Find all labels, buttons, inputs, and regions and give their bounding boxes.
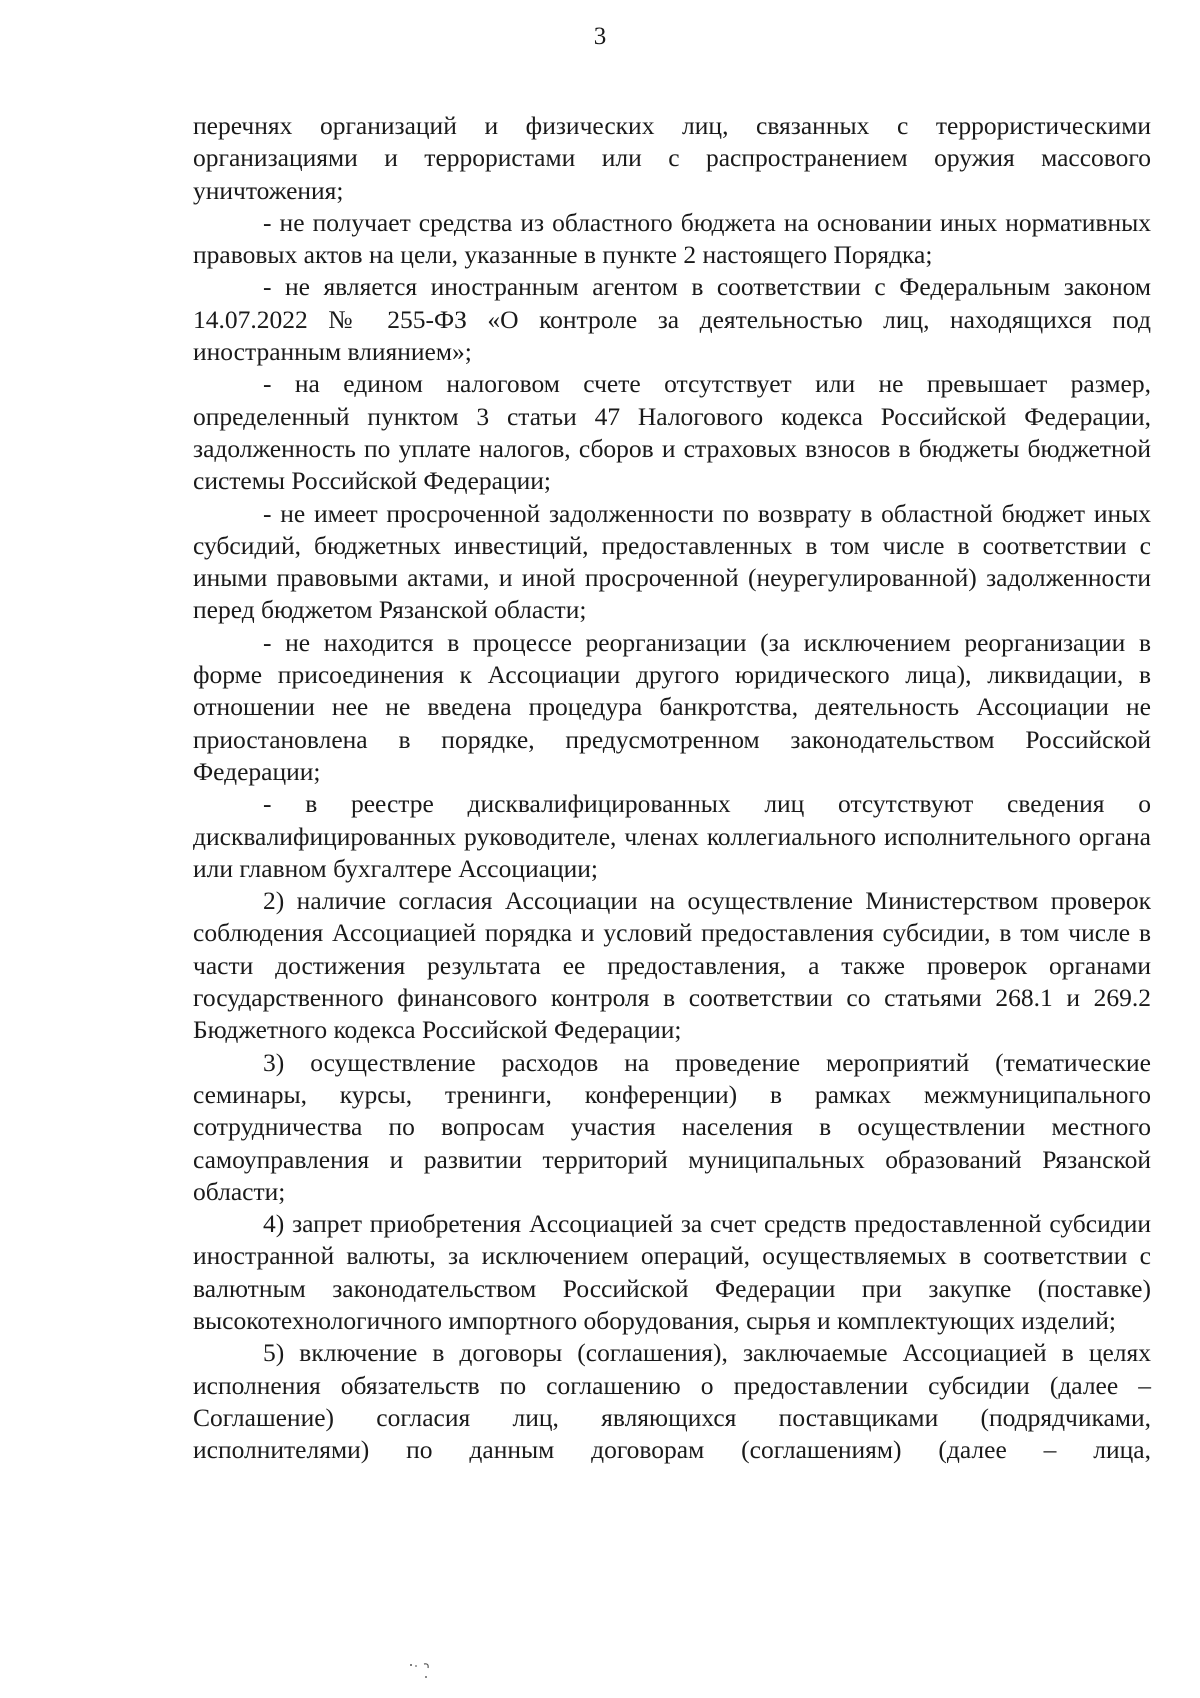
paragraph-no-reorganization: - не находится в процессе реорганизации (за исключением реорганизации в форме присоединения к Ассоциации другого юридического лица), ликвидации, в отношении нее не введена процедура банкротства, деятельность Ассоциации не приостановлена в порядке, предусмотренном законодательством Российской Федерации; (193, 627, 1151, 786)
paragraph-item-3-expenses: 3) осуществление расходов на проведение мероприятий (тематические семинары, курсы, тренинги, конференции) в рамках межмуниципального сотрудничества по вопросам участия населения в осуществлении местного самоуправления и развитии территорий муниципальных образований Рязанской области; (193, 1047, 1151, 1206)
paragraph-tax-debt: - на едином налоговом счете отсутствует или не превышает размер, определенный пунктом 3 статьи 47 Налогового кодекса Российской Федерации, задолженность по уплате налогов, сборов и страховых взносов в бюджеты бюджетной системы Российской Федерации; (193, 369, 1151, 496)
paragraph-no-overdue-debt: - не имеет просроченной задолженности по возврату в областной бюджет иных субсидий, бюджетных инвестиций, предоставленных в том числе в соответствии с иными правовыми актами, и иной просроченной (неурегулированной) задолженности перед бюджетом Рязанской области; (193, 498, 1151, 625)
document-body (193, 110, 1151, 1466)
paragraph-item-5-contracts: 5) включение в договоры (соглашения), заключаемые Ассоциацией в целях исполнения обязательств по соглашению о предоставлении субсидии (далее – Соглашение) согласия лиц, являющихся поставщиками (подрядчиками, исполнителями) по данным договорам (соглашениям) (далее – лица, (193, 1338, 1151, 1465)
paragraph-item-4-currency-ban: 4) запрет приобретения Ассоциацией за счет средств предоставленной субсидии иностранной валюты, за исключением операций, осуществляемых в соответствии с валютным законодательством Российской Федерации при закупке (поставке) высокотехнологичного импортного оборудования, сырья и комплектующих изделий; (193, 1209, 1151, 1335)
paragraph-item-2-consent: 2) наличие согласия Ассоциации на осуществление Министерством проверок соблюдения Ассоциацией порядка и условий предоставления субсидии, в том числе в части достижения результата ее предоставления, а также проверок органами государственного финансового контроля в соответствии со статьями 268.1 и 269.2 Бюджетного кодекса Российской Федерации; (193, 886, 1151, 1045)
paragraph-disqualified-persons: - в реестре дисквалифицированных лиц отсутствуют сведения о дисквалифицированных руководителе, членах коллегиального исполнительного органа или главном бухгалтере Ассоциации; (193, 789, 1151, 883)
scan-artifact-mark (405, 1660, 435, 1684)
paragraph-no-other-budget-funds: - не получает средства из областного бюджета на основании иных нормативных правовых актов на цели, указанные в пункте 2 настоящего Порядка; (193, 207, 1151, 270)
page-number: 3 (593, 23, 607, 50)
paragraph-not-foreign-agent: - не является иностранным агентом в соответствии с Федеральным законом 14.07.2022 № 255-ФЗ «О контроле за деятельностью лиц, находящихся под иностранным влиянием»; (193, 272, 1151, 367)
paragraph-sanctions-list: перечнях организаций и физических лиц, связанных с террористическими организациями и террористами или с распространением оружия массового уничтожения; (193, 111, 1151, 205)
